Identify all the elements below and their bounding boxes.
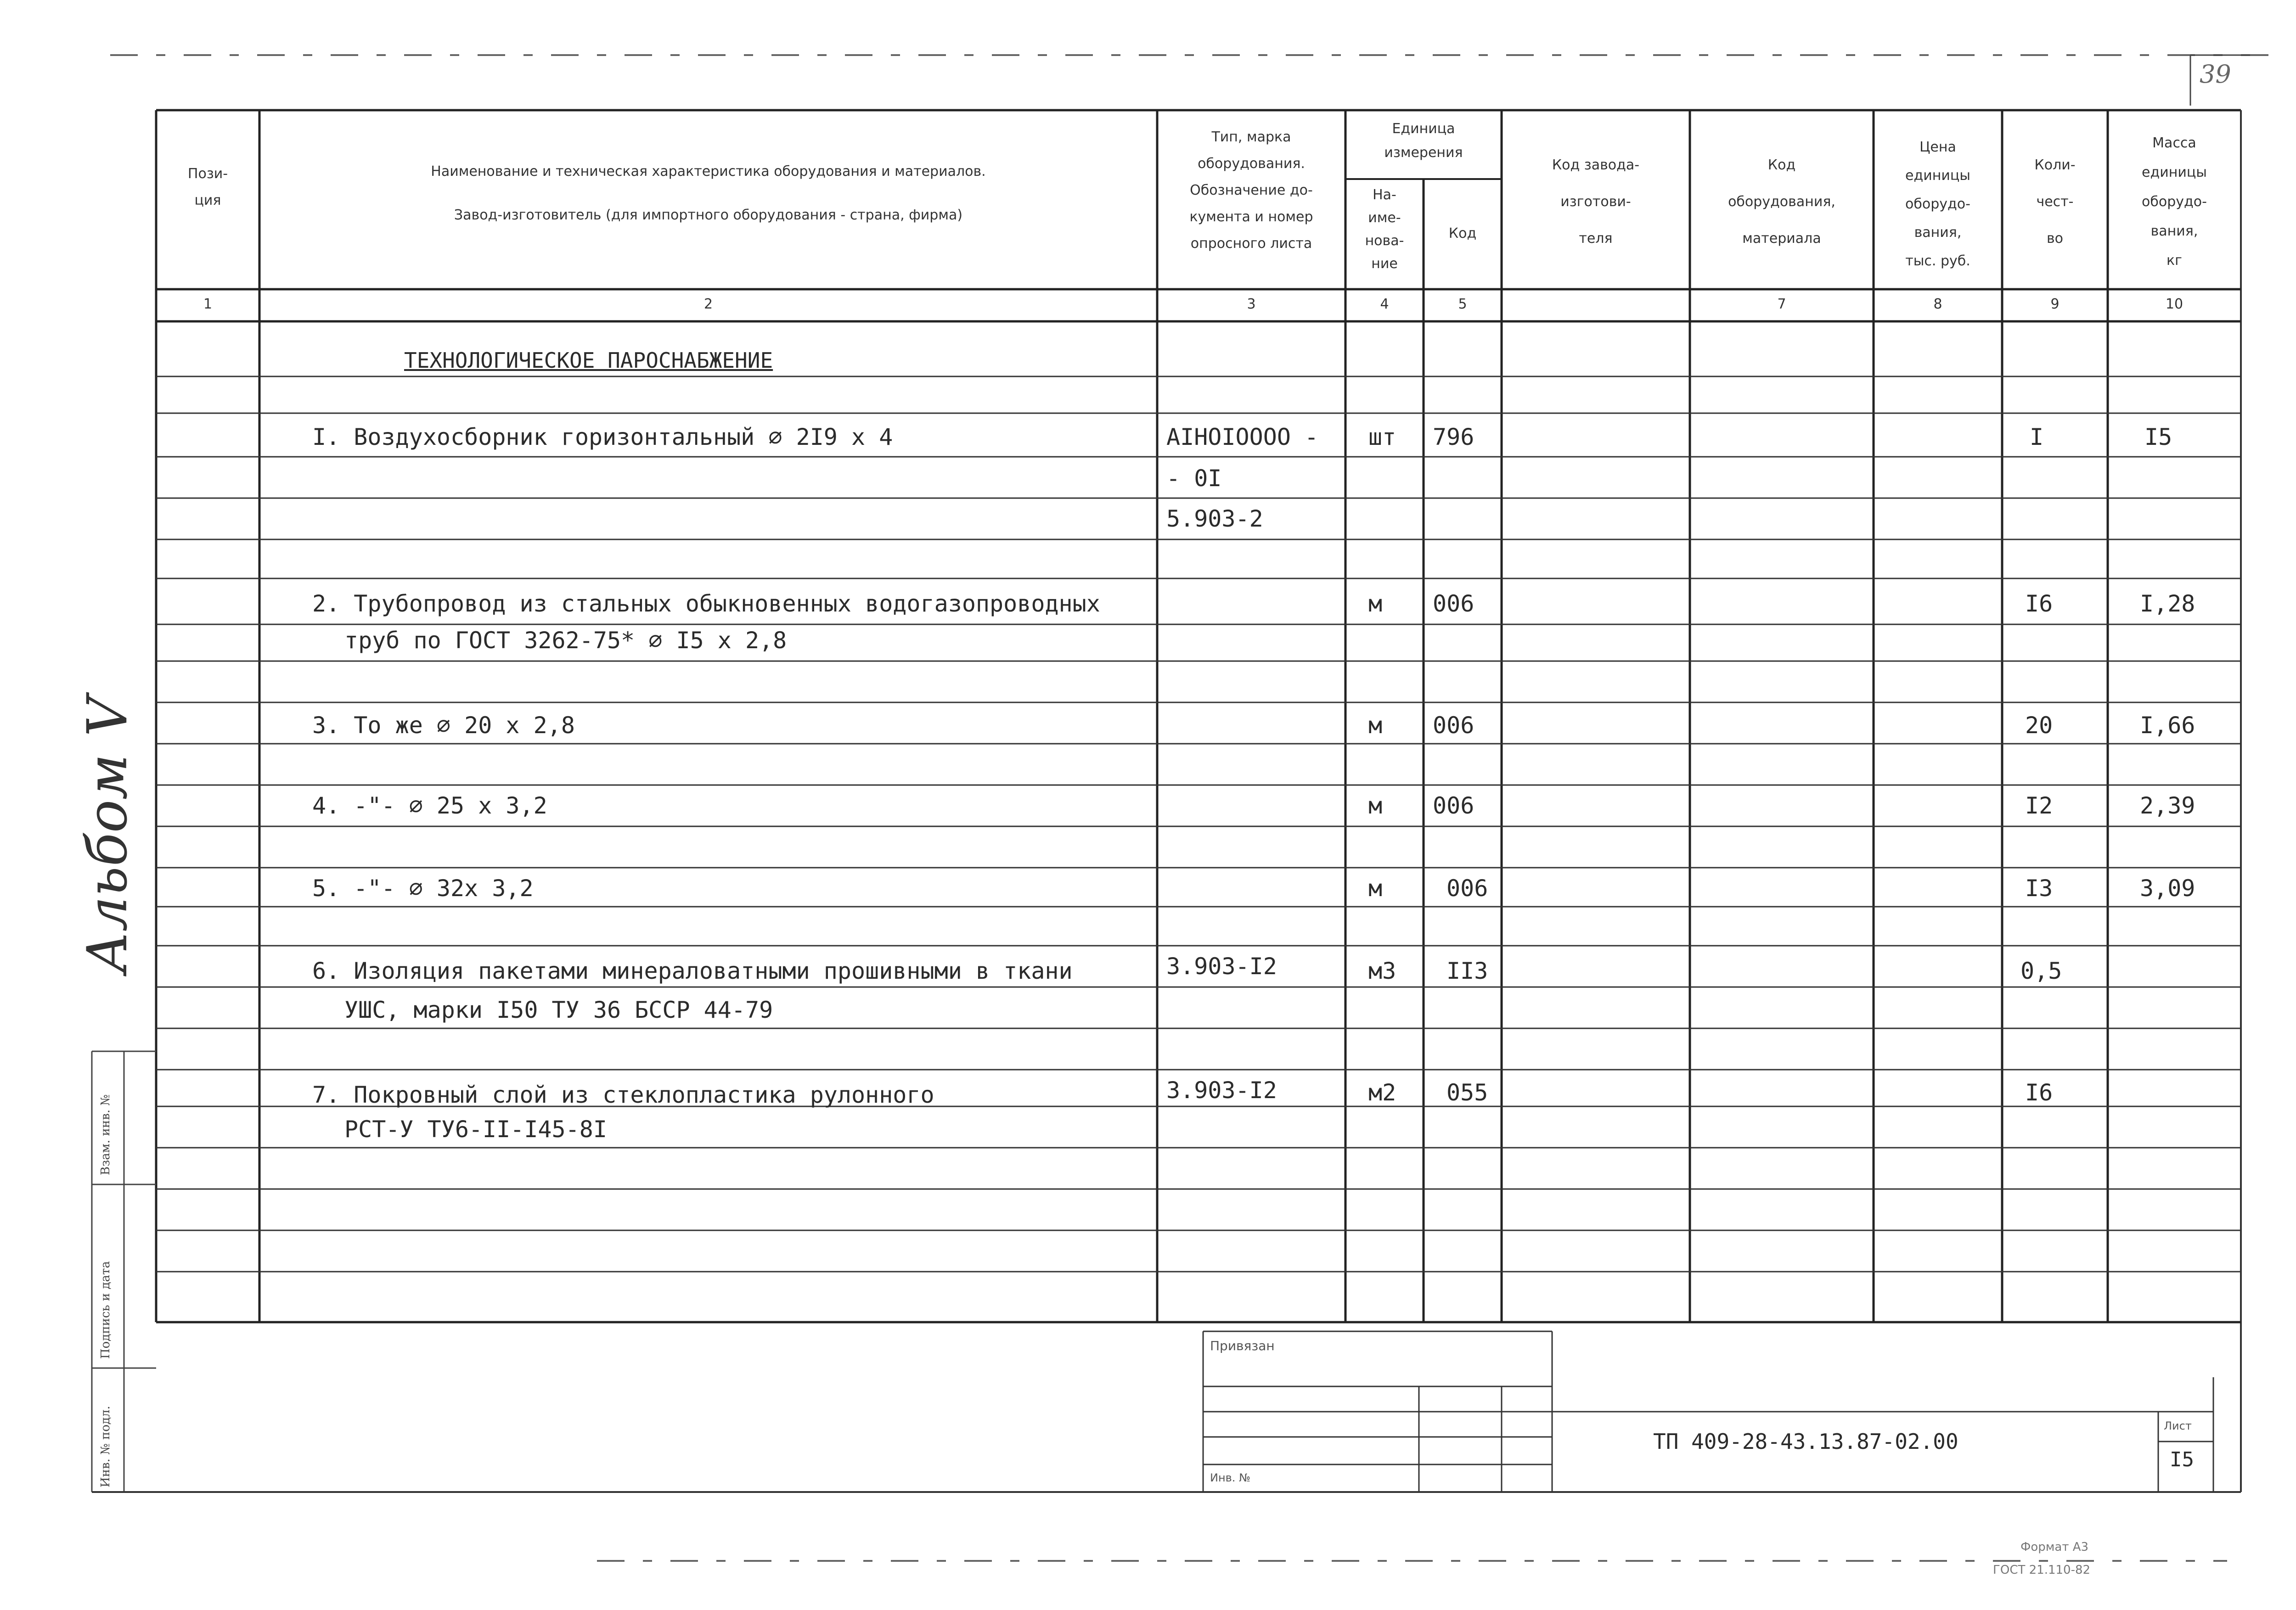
row-1b-doc: - 0I	[1166, 465, 1222, 492]
row-7b-name: РСТ-У ТУ6-II-I45-8I	[344, 1116, 607, 1143]
row-4-name: 4. -"- ∅ 25 x 3,2	[312, 792, 547, 819]
stamp-sheet-number: I5	[2170, 1448, 2194, 1471]
row-3-unit: м	[1368, 712, 1383, 739]
section-title: ТЕХНОЛОГИЧЕСКОЕ ПАРОСНАБЖЕНИЕ	[404, 348, 773, 373]
row-1-code: 796	[1433, 424, 1474, 450]
page-number: 39	[2200, 60, 2231, 89]
row-6b-name: УШС, марки I50 ТУ 36 БССР 44-79	[344, 997, 773, 1023]
colnum-4: 4	[1380, 296, 1389, 312]
row-4-qty: I2	[2025, 792, 2053, 819]
row-3-name: 3. То же ∅ 20 x 2,8	[312, 712, 575, 739]
row-1-doc: АIНОIОООО -	[1166, 424, 1319, 450]
row-7-unit: м2	[1368, 1079, 1396, 1106]
format-label: Формат А3	[2020, 1540, 2089, 1554]
row-6-qty: 0,5	[2020, 958, 2062, 984]
header-unit-code: Код	[1448, 225, 1477, 241]
row-1-mass: I5	[2144, 424, 2172, 450]
gost-label: ГОСТ 21.110-82	[1993, 1563, 2091, 1577]
colnum-7: 7	[1777, 296, 1786, 312]
row-2-mass: I,28	[2140, 590, 2195, 617]
row-7-code: 055	[1446, 1079, 1488, 1106]
row-1-qty: I	[2030, 424, 2044, 450]
colnum-9: 9	[2050, 296, 2060, 312]
stamp-privyazan: Привязан	[1210, 1338, 1275, 1353]
header-name-line1: Наименование и техническая характеристика оборудования и материалов.	[431, 163, 986, 180]
row-6-doc: 3.903-I2	[1166, 953, 1277, 980]
row-7-doc: 3.903-I2	[1166, 1077, 1277, 1104]
stamp-sheet-label: Лист	[2164, 1419, 2192, 1432]
row-2-qty: I6	[2025, 590, 2053, 617]
row-2-code: 006	[1433, 590, 1474, 617]
colnum-10: 10	[2165, 296, 2183, 312]
row-5-name: 5. -"- ∅ 32x 3,2	[312, 875, 534, 902]
colnum-3: 3	[1247, 296, 1256, 312]
row-4-code: 006	[1433, 792, 1474, 819]
header-unit-group: Единица измерения	[1384, 121, 1463, 161]
row-1-name: I. Воздухосборник горизонтальный ∅ 2I9 x 4	[312, 424, 893, 450]
row-3-qty: 20	[2025, 712, 2053, 739]
header-price: Цена единицы оборудо- вания, тыс. руб.	[1905, 139, 1970, 269]
row-3-mass: I,66	[2140, 712, 2195, 739]
document-code: ТП 409-28-43.13.87-02.00	[1653, 1429, 1958, 1454]
row-6-unit: м3	[1368, 958, 1396, 984]
header-maker-code: Код завода- изготови- теля	[1552, 157, 1640, 247]
album-label: Альбом V	[76, 696, 140, 973]
header-mass: Масса единицы оборудо- вания, кг	[2142, 135, 2207, 269]
row-2b-name: труб по ГОСТ 3262-75* ∅ I5 x 2,8	[344, 627, 787, 654]
row-1c-doc: 5.903-2	[1166, 505, 1263, 532]
row-1-unit: шт	[1368, 424, 1396, 450]
row-6-code: II3	[1446, 958, 1488, 984]
header-name-line2: Завод-изготовитель (для импортного оборудования - страна, фирма)	[454, 207, 963, 223]
header-quantity: Коли- чест- во	[2034, 157, 2076, 247]
side-box-replacement: Взам. инв. №	[99, 1094, 113, 1175]
row-2-name: 2. Трубопровод из стальных обыкновенных водогазопроводных	[312, 590, 1100, 617]
stamp-inv: Инв. №	[1210, 1471, 1251, 1484]
row-4-mass: 2,39	[2140, 792, 2195, 819]
row-7-qty: I6	[2025, 1079, 2053, 1106]
row-5-code: 006	[1446, 875, 1488, 902]
row-2-unit: м	[1368, 590, 1383, 617]
colnum-5: 5	[1458, 296, 1467, 312]
row-5-unit: м	[1368, 875, 1383, 902]
row-7-name: 7. Покровный слой из стеклопластика рулонного	[312, 1082, 934, 1108]
colnum-2: 2	[703, 296, 713, 312]
row-5-qty: I3	[2025, 875, 2053, 902]
colnum-8: 8	[1933, 296, 1942, 312]
header-position: Пози- ция	[187, 166, 228, 208]
side-box-signature: Подпись и дата	[99, 1261, 113, 1359]
row-6-name: 6. Изоляция пакетами минераловатными прошивными в ткани	[312, 958, 1073, 984]
header-doc: Тип, марка оборудования. Обозначение до- кумента и номер опросного листа	[1189, 129, 1313, 252]
row-5-mass: 3,09	[2140, 875, 2195, 902]
header-equipment-code: Код оборудования, материала	[1728, 157, 1835, 247]
side-box-inventory: Инв. № подл.	[99, 1406, 113, 1487]
row-4-unit: м	[1368, 792, 1383, 819]
colnum-1: 1	[203, 296, 213, 312]
row-3-code: 006	[1433, 712, 1474, 739]
header-unit-name: На- име- нова- ние	[1365, 187, 1404, 272]
